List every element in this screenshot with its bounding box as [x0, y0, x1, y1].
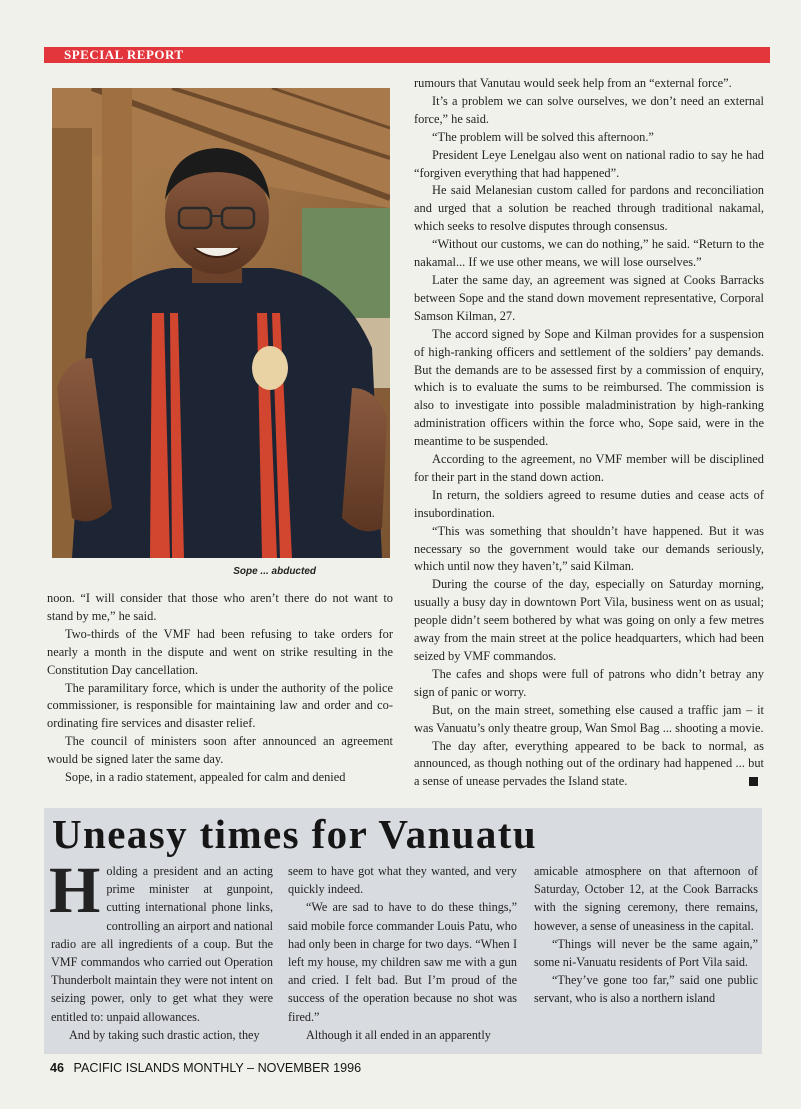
paragraph: During the course of the day, especially on Saturday morning, usually a busy day in downtown Port Vila, business went on as usual; people didn’t seem bothered by what was going on only a few metres away from the main street at the police headquarters, which had been seized by VMF commandos. [414, 577, 764, 663]
paragraph: It’s a problem we can solve ourselves, we don’t need an external force,” he said. [414, 93, 764, 126]
paragraph: According to the agreement, no VMF member will be disciplined for their part in the stand down action. [414, 452, 764, 484]
paragraph: “We are sad to have to do these things,” said mobile force commander Louis Patu, who had only been in charge for two days. “When I left my house, my children saw me with a gun and cried. I felt bad. But I’m proud of the success of the operation because no shot was fired.” [288, 900, 517, 1024]
paragraph: He said Melanesian custom called for pardons and reconciliation and urged that a solution be reached through traditional nakamal, which seeks to resolve disputes through consensus. [414, 183, 764, 234]
paragraph: The paramilitary force, which is under the authority of the police commissioner, is responsible for maintaining law and order and co-ordinating fire services and disaster relief. [47, 680, 393, 731]
sidebar-column-3 [534, 862, 758, 1008]
photo-caption: Sope ... abducted [233, 566, 316, 577]
sidebar-headline: Uneasy times for Vanuatu [52, 811, 538, 857]
right-text-column [414, 75, 764, 791]
paragraph: Two-thirds of the VMF had been refusing to take orders for nearly a month in the dispute and went on strike resulting in the Constitution Day cancellation. [47, 626, 393, 677]
paragraph: “Things will never be the same again,” some ni-Vanuatu residents of Port Vila said. [534, 936, 758, 970]
paragraph: noon. “I will consider that those who aren’t there do not want to stand by me,” he said. [47, 591, 393, 623]
end-mark-icon [749, 777, 758, 786]
paragraph: rumours that Vanutau would seek help from an “external force”. [414, 76, 732, 90]
page-footer [50, 1061, 361, 1075]
left-text-column [47, 590, 393, 787]
paragraph: “They’ve gone too far,” said one public servant, who is also a northern island [534, 973, 758, 1006]
paragraph: In return, the soldiers agreed to resume duties and cease acts of insubordination. [414, 487, 764, 520]
paragraph: seem to have got what they wanted, and very quickly indeed. [288, 864, 517, 897]
paragraph: Although it all ended in an apparently [306, 1027, 491, 1042]
paragraph: And by taking such drastic action, they [69, 1027, 260, 1042]
photo-man-seated [52, 88, 390, 558]
paragraph: The council of ministers soon after announced an agreement would be signed later the same day. [47, 734, 393, 767]
section-header-bar [44, 47, 770, 63]
paragraph: “This was something that shouldn’t have happened. But it was necessary so the government would take our demands seriously, which until now they haven’t,” said Kilman. [414, 523, 764, 574]
publication-line: PACIFIC ISLANDS MONTHLY – NOVEMBER 1996 [73, 1061, 362, 1075]
paragraph: But, on the main street, something else caused a traffic jam – it was Vanuatu’s only theatre group, Wan Smol Bag ... shooting a movie. [414, 702, 764, 735]
paragraph: The day after, everything appeared to be back to normal, as announced, as though nothing out of the ordinary had happened ... but a sense of unease pervades the Island state. [414, 738, 764, 789]
paragraph: “The problem will be solved this afternoon.” [432, 129, 654, 144]
paragraph: President Leye Lenelgau also went on national radio to say he had “forgiven everything that had happened”. [414, 147, 764, 180]
paragraph: The accord signed by Sope and Kilman provides for a suspension of high-ranking officers and settlement of the soldiers’ pay demands. But the demands are to be assessed first by a commission of enquiry, which is to evaluate the sums to be reimbursed. The commission is also to investigate into possible maladministration by high-ranking administration officers within the force who, Sope said, were in the meantime to be suspended. [414, 326, 764, 449]
paragraph: The cafes and shops were full of patrons who didn’t betray any sign of panic or worry. [414, 666, 764, 699]
sidebar-column-1 [49, 854, 273, 1044]
drop-cap: H [49, 854, 101, 927]
section-label: SPECIAL REPORT [64, 47, 184, 62]
paragraph: Sope, in a radio statement, appealed for calm and denied [65, 770, 346, 785]
paragraph: amicable atmosphere on that afternoon of Saturday, October 12, at the Cook Barracks with the signing ceremony, there remains, however, a sense of uneasiness in the capital. [534, 864, 758, 933]
page-number: 46 [50, 1061, 65, 1075]
paragraph: “Without our customs, we can do nothing,” he said. “Return to the nakamal... If we use other means, we will lose ourselves.” [414, 237, 764, 270]
paragraph: olding a president and an acting prime minister at gunpoint, cutting international phone links, controlling an airport and national radio are all ingredients of a coup. But the VMF commandos who carried out Operation Thunderbolt maintain they were not intent on seizing power, only to get what they were entitled to: unpaid allowances. [51, 864, 273, 1024]
portrait-illustration [52, 88, 390, 558]
sidebar-column-2 [288, 862, 517, 1044]
paragraph: Later the same day, an agreement was signed at Cooks Barracks between Sope and the stand down movement representative, Corporal Samson Kilman, 27. [414, 272, 764, 323]
